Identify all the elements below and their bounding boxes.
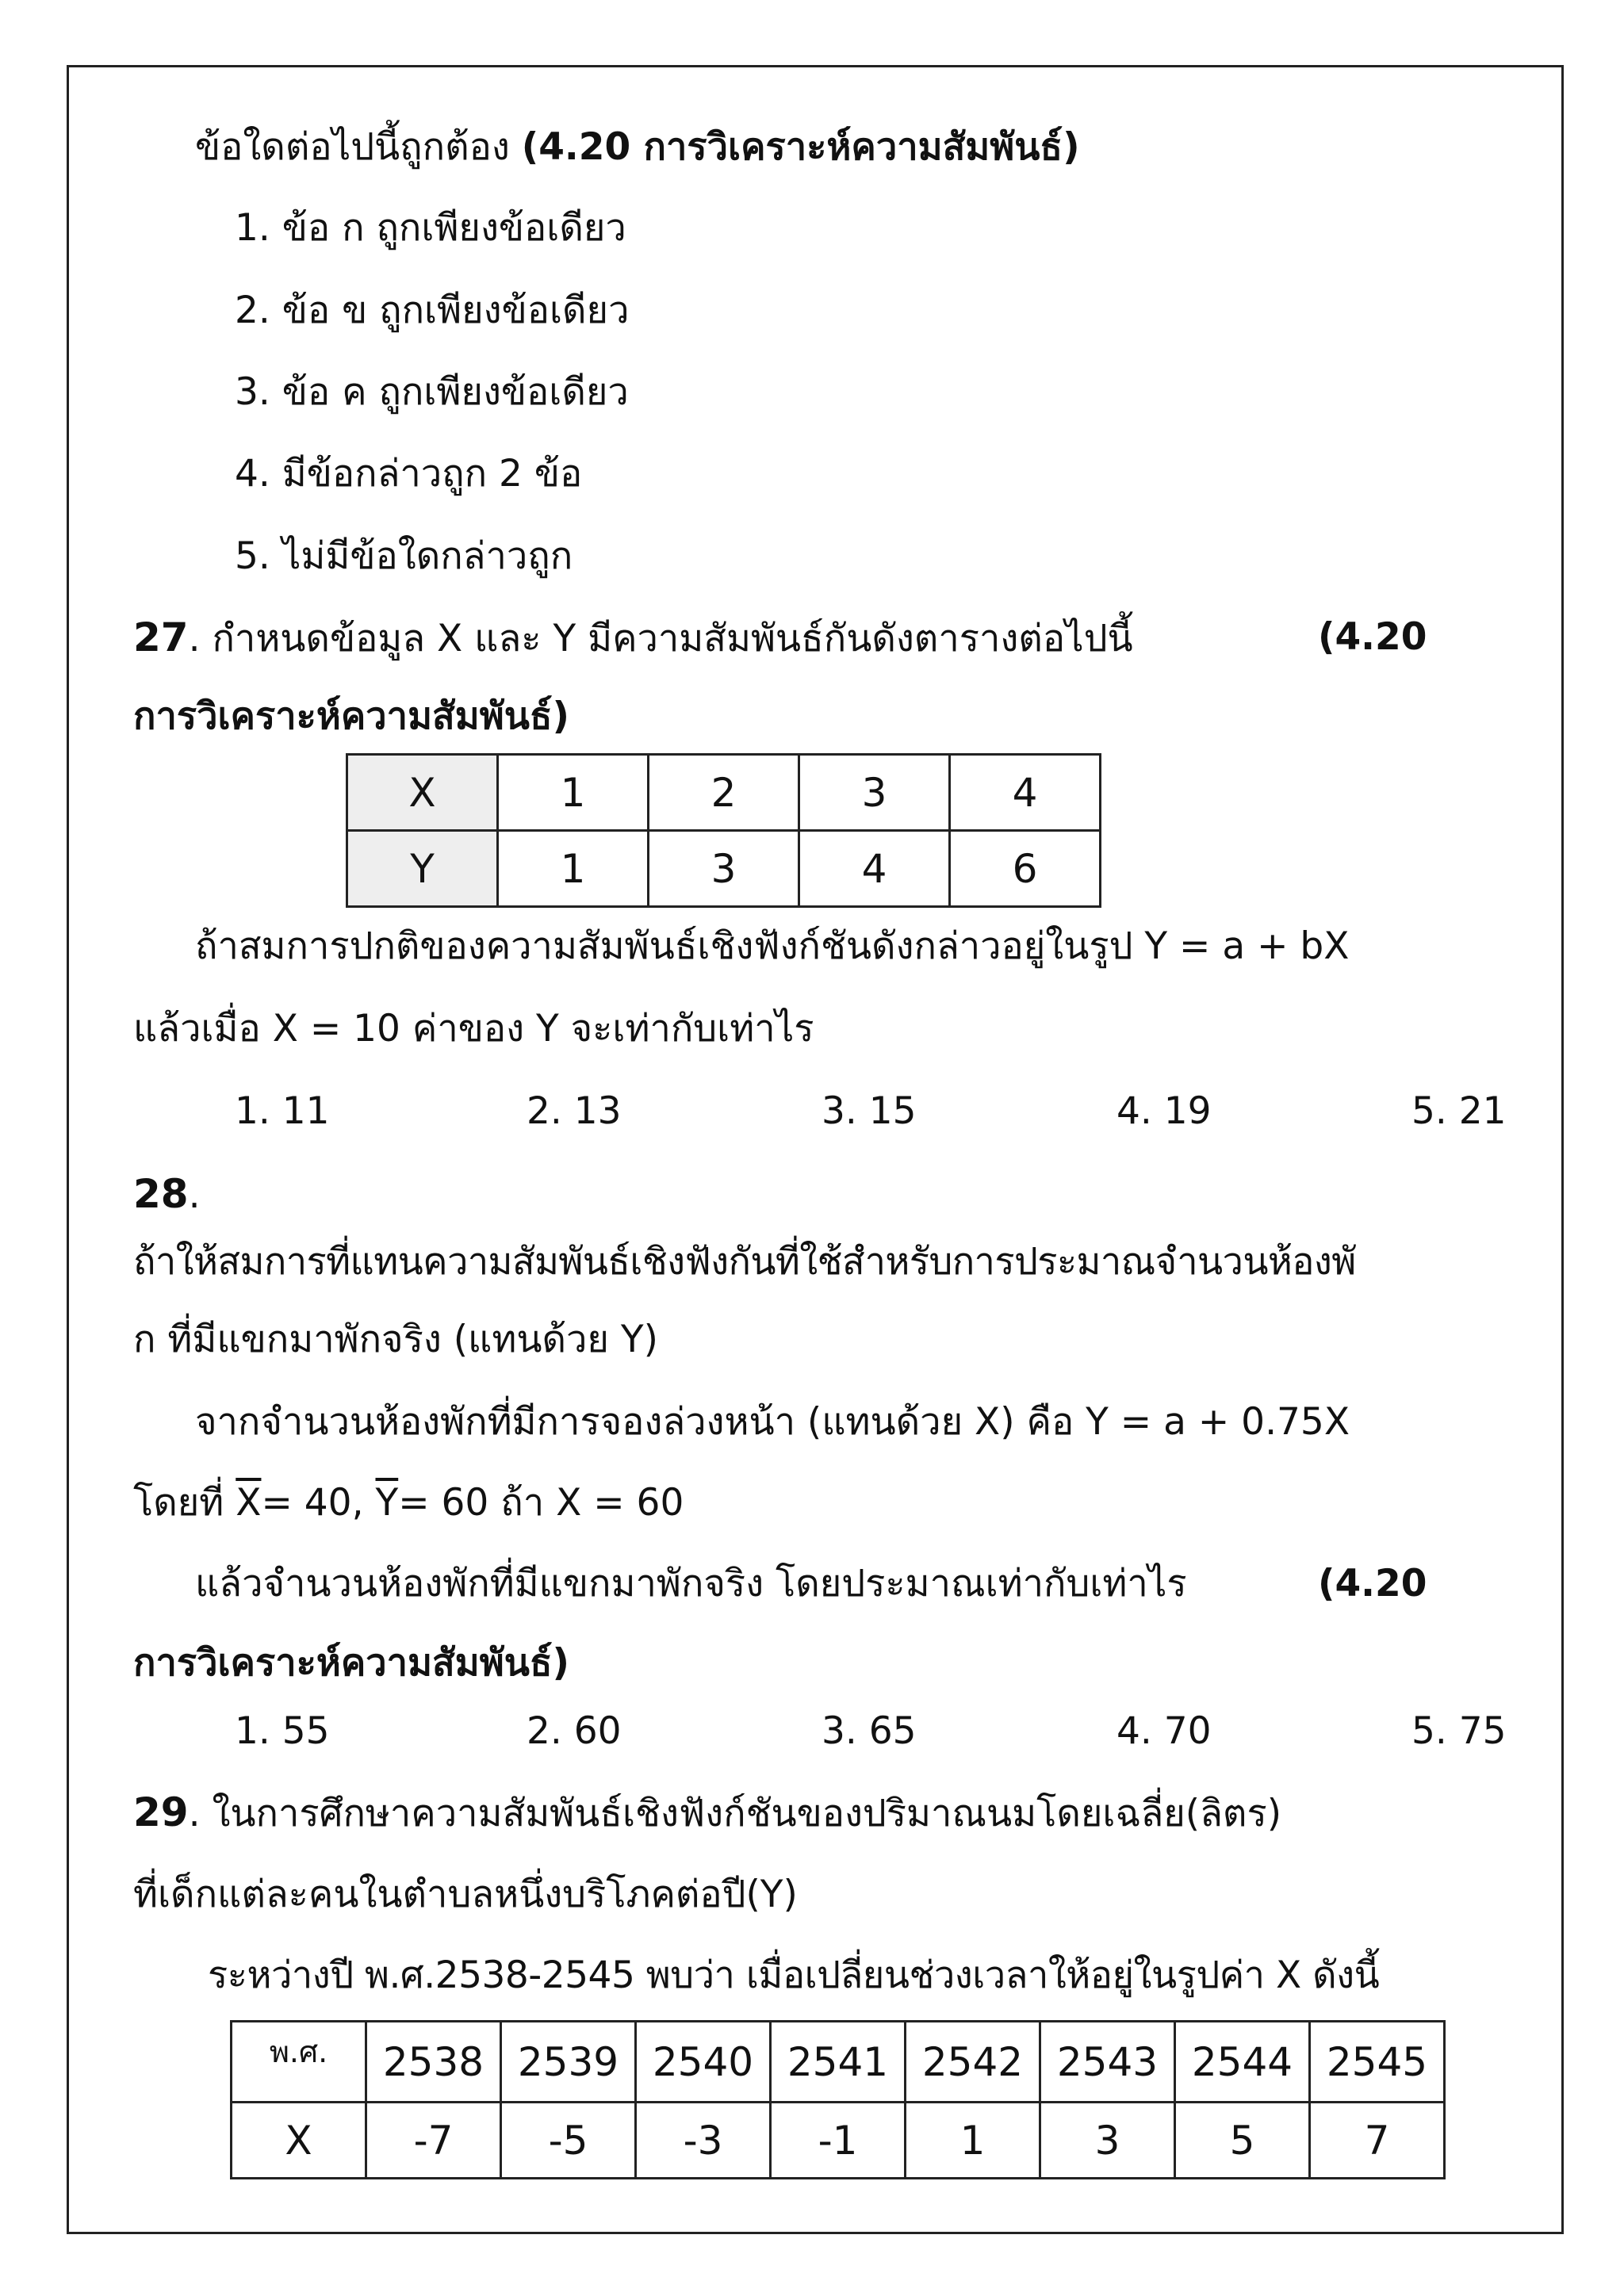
q29-cell: -5 [501, 2103, 636, 2179]
q28-dot: . [188, 1173, 201, 1217]
q28-ybar-value: = 60 [398, 1481, 489, 1525]
q28-number-line [133, 1170, 201, 1219]
q29-cell: 2539 [501, 2022, 636, 2103]
q27-line1: ถ้าสมการปกติของความสัมพันธ์เชิงฟังก์ชันดังกล่าวอยู่ในรูป Y = a + bX [195, 924, 1350, 968]
q28-line4-prefix: โดยที่ [133, 1481, 224, 1525]
q27-cell: X [347, 755, 498, 831]
q29-cell: 2541 [771, 2022, 906, 2103]
q29-cell: -7 [366, 2103, 501, 2179]
q27-option-4: 4. 19 [1116, 1089, 1212, 1133]
q27-option-1: 1. 11 [235, 1089, 330, 1133]
q26-option-5: 5. ไม่มีข้อใดกล่าวถูก [235, 534, 573, 578]
q29-cell: 1 [906, 2103, 1040, 2179]
q28-option-3: 3. 65 [822, 1709, 917, 1753]
q28-line2: ก ที่มีแขกมาพักจริง (แทนด้วย Y) [133, 1318, 658, 1361]
q27-option-3: 3. 15 [822, 1089, 917, 1133]
q26-option-4: 4. มีข้อกล่าวถูก 2 ข้อ [235, 452, 583, 496]
q26-stem-text: ข้อใดต่อไปนี้ถูกต้อง [195, 125, 510, 169]
q28-line1: ถ้าให้สมการที่แทนความสัมพันธ์เชิงฟังกันที่ใช้สำหรับการประมาณจำนวนห้องพั [133, 1240, 1356, 1284]
q29-cell: 2540 [636, 2022, 771, 2103]
q29-number: 29 [133, 1789, 189, 1835]
q27-cell: 1 [498, 831, 649, 907]
q26-stem [195, 124, 1080, 171]
q28-xbar-symbol: $\overline{X}$ [236, 1481, 262, 1525]
q28-line5: แล้วจำนวนห้องพักที่มีแขกมาพักจริง โดยประมาณเท่ากับเท่าไร [195, 1562, 1187, 1605]
q27-cell: 4 [799, 831, 950, 907]
q27-line2: แล้วเมื่อ X = 10 ค่าของ Y จะเท่ากับเท่าไร [133, 1007, 814, 1050]
q29-line3: ระหว่างปี พ.ศ.2538-2545 พบว่า เมื่อเปลี่ยนช่วงเวลาให้อยู่ในรูปค่า X ดังนี้ [208, 1954, 1380, 1997]
q29-cell: 2543 [1040, 2022, 1175, 2103]
q27-cell: 4 [950, 755, 1101, 831]
q27-stem [133, 614, 1133, 663]
q29-cell: 2545 [1310, 2022, 1445, 2103]
q27-cell: 6 [950, 831, 1101, 907]
q28-line4 [133, 1479, 684, 1527]
q27-table-row-x [347, 755, 1101, 831]
q27-cell: 3 [649, 831, 799, 907]
q28-ybar-symbol: $\overline{Y}$ [375, 1481, 399, 1525]
q29-cell: 7 [1310, 2103, 1445, 2179]
q28-xbar-value: = 40, [261, 1481, 364, 1525]
q28-tag-a: (4.20 [1318, 1562, 1427, 1605]
q27-table [346, 753, 1101, 908]
q27-tag-a: (4.20 [1318, 615, 1427, 659]
q27-cell: 2 [649, 755, 799, 831]
q26-option-1: 1. ข้อ ก ถูกเพียงข้อเดียว [235, 206, 626, 250]
q28-option-2: 2. 60 [527, 1709, 622, 1753]
q27-option-2: 2. 13 [527, 1089, 622, 1133]
q28-number: 28 [133, 1171, 189, 1217]
q29-cell: 3 [1040, 2103, 1175, 2179]
q27-cell: Y [347, 831, 498, 907]
q27-tag-b: การวิเคราะห์ความสัมพันธ์) [133, 695, 570, 738]
q27-number: 27 [133, 614, 189, 660]
q26-option-3: 3. ข้อ ค ถูกเพียงข้อเดียว [235, 370, 629, 414]
q29-cell: X [232, 2103, 366, 2179]
q27-table-row-y [347, 831, 1101, 907]
q29-table-row-year [232, 2022, 1445, 2103]
q29-cell: พ.ศ. [232, 2022, 366, 2103]
q27-stem-text: . กำหนดข้อมูล X และ Y มีความสัมพันธ์กันดังตารางต่อไปนี้ [188, 617, 1133, 660]
q26-tag: (4.20 การวิเคราะห์ความสัมพันธ์) [521, 125, 1080, 169]
q28-line4-suffix: ถ้า X = 60 [500, 1481, 684, 1525]
q28-option-4: 4. 70 [1116, 1709, 1212, 1753]
q27-cell: 3 [799, 755, 950, 831]
q29-cell: 5 [1175, 2103, 1310, 2179]
q28-tag-b: การวิเคราะห์ความสัมพันธ์) [133, 1641, 570, 1685]
q29-cell: 2542 [906, 2022, 1040, 2103]
q29-line1-wrap [133, 1789, 1281, 1838]
q27-cell: 1 [498, 755, 649, 831]
q27-option-5: 5. 21 [1411, 1089, 1507, 1133]
q29-cell: -3 [636, 2103, 771, 2179]
q28-line3: จากจำนวนห้องพักที่มีการจองล่วงหน้า (แทนด้วย X) คือ Y = a + 0.75X [195, 1400, 1350, 1444]
q29-table [230, 2020, 1446, 2179]
q29-cell: 2544 [1175, 2022, 1310, 2103]
q28-option-1: 1. 55 [235, 1709, 330, 1753]
q26-option-2: 2. ข้อ ข ถูกเพียงข้อเดียว [235, 289, 630, 332]
q28-option-5: 5. 75 [1411, 1709, 1507, 1753]
q29-cell: 2538 [366, 2022, 501, 2103]
q29-cell: -1 [771, 2103, 906, 2179]
q29-line1: . ในการศึกษาความสัมพันธ์เชิงฟังก์ชันของปริมาณนมโดยเฉลี่ย(ลิตร) [188, 1792, 1282, 1835]
q29-line2: ที่เด็กแต่ละคนในตำบลหนึ่งบริโภคต่อปี(Y) [133, 1873, 798, 1916]
q29-table-row-x [232, 2103, 1445, 2179]
